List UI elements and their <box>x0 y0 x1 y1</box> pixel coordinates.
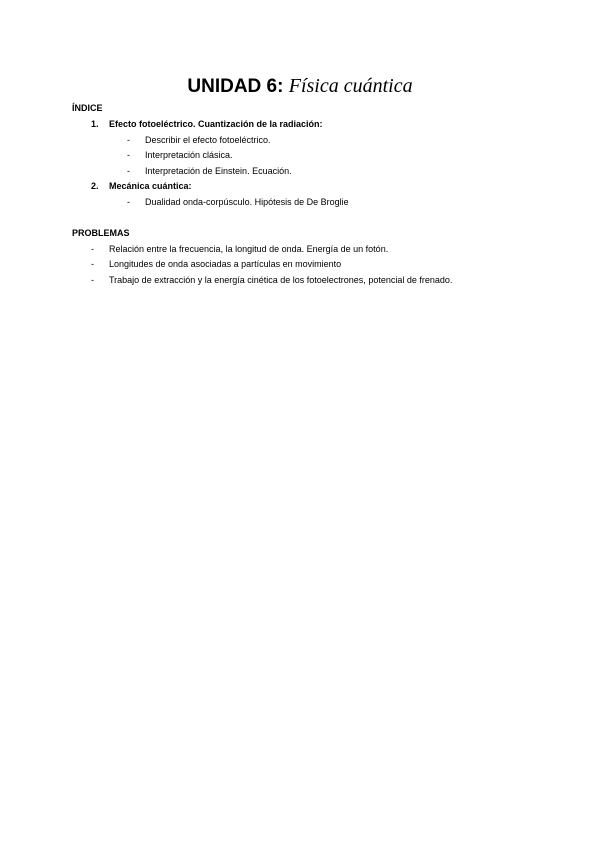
section-title: Efecto fotoeléctrico. Cuantización de la radiación: <box>109 119 323 129</box>
problems-heading: PROBLEMAS <box>72 228 130 238</box>
problem-item: Relación entre la frecuencia, la longitud de onda. Energía de un fotón. <box>109 244 389 254</box>
list-item: Describir el efecto fotoeléctrico. <box>145 135 271 145</box>
problem-item: Longitudes de onda asociadas a partículas en movimiento <box>109 259 342 269</box>
bullet-dash: - <box>127 197 130 207</box>
section-number: 1. <box>91 119 99 129</box>
page-title <box>0 74 600 99</box>
list-item: Dualidad onda-corpúsculo. Hipótesis de De Broglie <box>145 197 349 207</box>
list-item: Interpretación de Einstein. Ecuación. <box>145 166 292 176</box>
bullet-dash: - <box>91 275 94 285</box>
bullet-dash: - <box>91 244 94 254</box>
problem-item: Trabajo de extracción y la energía cinética de los fotoelectrones, potencial de frenado. <box>109 275 453 285</box>
bullet-dash: - <box>127 166 130 176</box>
bullet-dash: - <box>127 150 130 160</box>
bullet-dash: - <box>91 259 94 269</box>
section-number: 2. <box>91 181 99 191</box>
section-title: Mecánica cuántica: <box>109 181 192 191</box>
list-item: Interpretación clásica. <box>145 150 233 160</box>
bullet-dash: - <box>127 135 130 145</box>
index-heading: ÍNDICE <box>72 103 103 113</box>
title-subject: Física cuántica <box>288 75 413 97</box>
title-prefix: UNIDAD 6: <box>187 76 284 97</box>
